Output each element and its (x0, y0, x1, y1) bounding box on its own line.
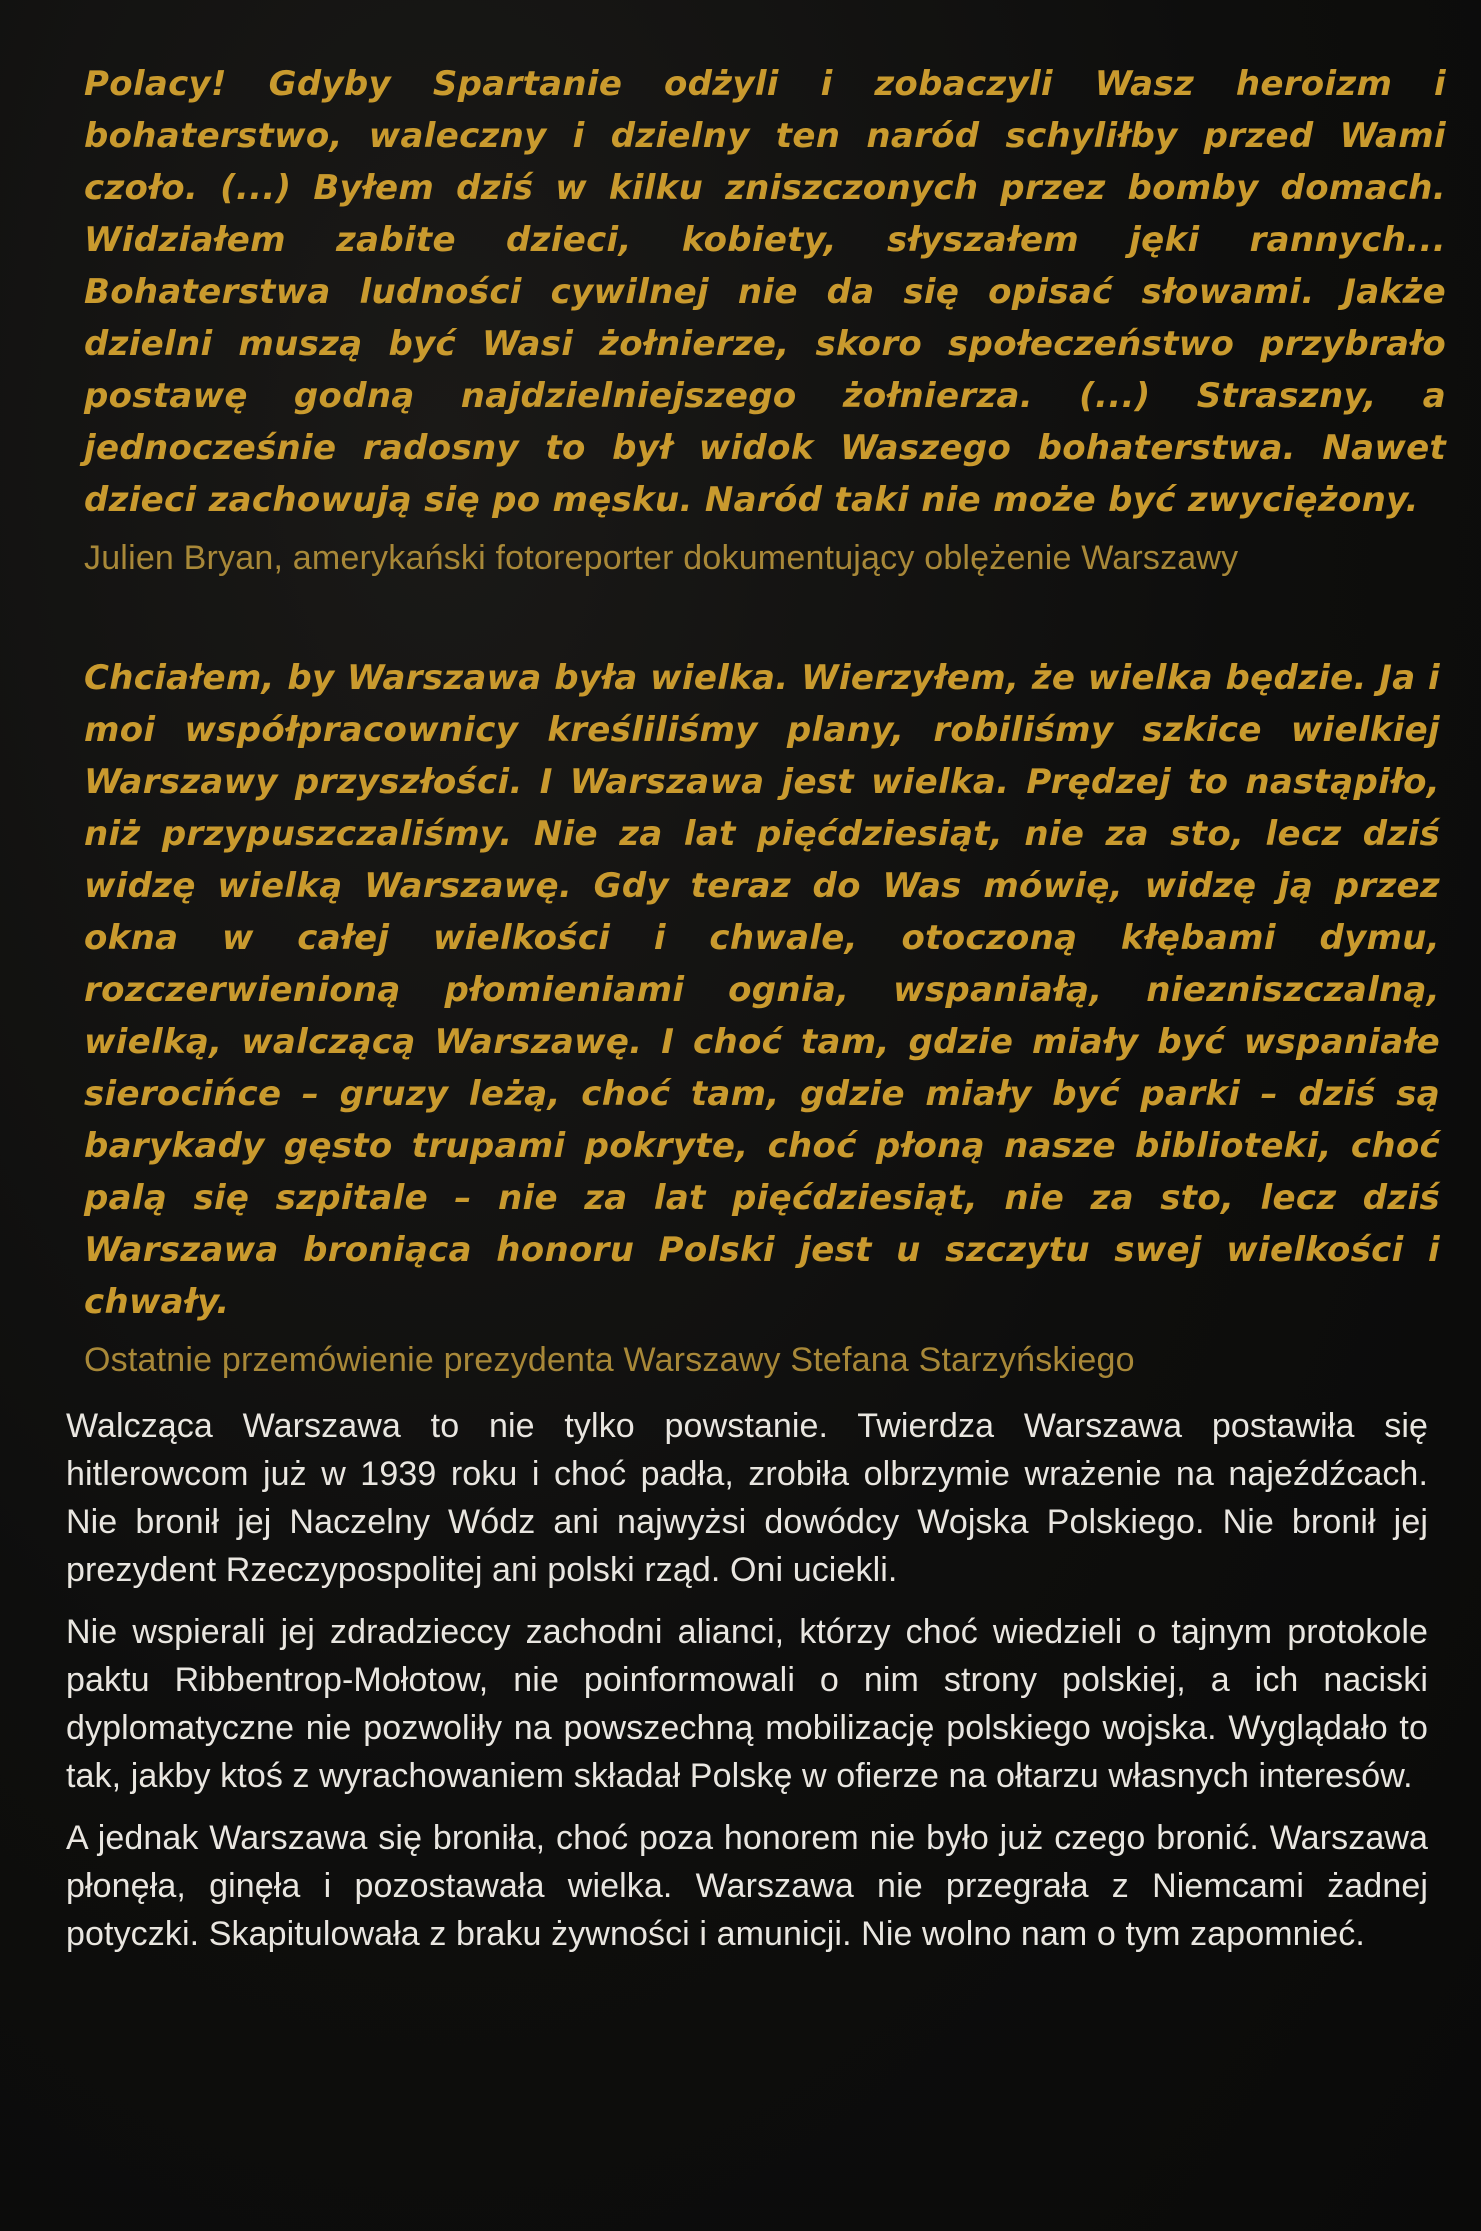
quote-block-bryan (84, 58, 1446, 580)
quote-attribution: Julien Bryan, amerykański fotoreporter dokumentujący oblężenie Warszawy (84, 539, 1239, 577)
body-paragraph: Nie wspierali jej zdradzieccy zachodni alianci, którzy choć wiedzieli o tajnym protokole paktu Ribbentrop-Mołotow, nie poinformowali o nim strony polskiej, a ich naciski dyplomatyczne nie pozwoliły na powszechną mobilizację polskiego wojska. Wyglądało to tak, jakby ktoś z wyrachowaniem składał Polskę w ofierze na ołtarzu własnych interesów. (66, 1613, 1428, 1795)
blurb-body (66, 1402, 1428, 1972)
quote-text: Chciałem, by Warszawa była wielka. Wierzyłem, że wielka będzie. Ja i moi współpracownicy kreśliliśmy plany, robiliśmy szkice wielkiej Warszawy przyszłości. I Warszawa jest wielka. Prędzej to nastąpiło, niż przypuszczaliśmy. Nie za lat pięćdziesiąt, nie za sto, lecz dziś widzę wielką Warszawę. Gdy teraz do Was mówię, widzę ją przez okna w całej wielkości i chwale, otoczoną kłębami dymu, rozczerwienioną płomieniami ognia, wspaniałą, niezniszczalną, wielką, walczącą Warszawę. I choć tam, gdzie miały być wspaniałe sierocińce – gruzy leżą, choć tam, gdzie miały być parki – dziś są barykady gęsto trupami pokryte, choć płoną nasze biblioteki, choć palą się szpitale – nie za lat pięćdziesiąt, nie za sto, lecz dziś Warszawa broniąca honoru Polski jest u szczytu swej wielkości i chwały. (84, 658, 1440, 1322)
quote-attribution: Ostatnie przemówienie prezydenta Warszawy Stefana Starzyńskiego (84, 1341, 1135, 1379)
quote-block-starzynski (84, 652, 1440, 1382)
quote-text: Polacy! Gdyby Spartanie odżyli i zobaczyli Wasz heroizm i bohaterstwo, waleczny i dzielny ten naród schyliłby przed Wami czoło. (...) Byłem dziś w kilku zniszczonych przez bomby domach. Widziałem zabite dzieci, kobiety, słyszałem jęki rannych... Bohaterstwa ludności cywilnej nie da się opisać słowami. Jakże dzielni muszą być Wasi żołnierze, skoro społeczeństwo przybrało postawę godną najdzielniejszego żołnierza. (...) Straszny, a jednocześnie radosny to był widok Waszego bohaterstwa. Nawet dzieci zachowują się po męsku. Naród taki nie może być zwyciężony. (84, 64, 1446, 520)
body-paragraph: A jednak Warszawa się broniła, choć poza honorem nie było już czego bronić. Warszawa płonęła, ginęła i pozostawała wielka. Warszawa nie przegrała z Niemcami żadnej potyczki. Skapitulowała z braku żywności i amunicji. Nie wolno nam o tym zapomnieć. (66, 1819, 1428, 1953)
body-paragraph: Walcząca Warszawa to nie tylko powstanie. Twierdza Warszawa postawiła się hitlerowcom już w 1939 roku i choć padła, zrobiła olbrzymie wrażenie na najeźdźcach. Nie bronił jej Naczelny Wódz ani najwyżsi dowódcy Wojska Polskiego. Nie bronił jej prezydent Rzeczypospolitej ani polski rząd. Oni uciekli. (66, 1407, 1428, 1589)
